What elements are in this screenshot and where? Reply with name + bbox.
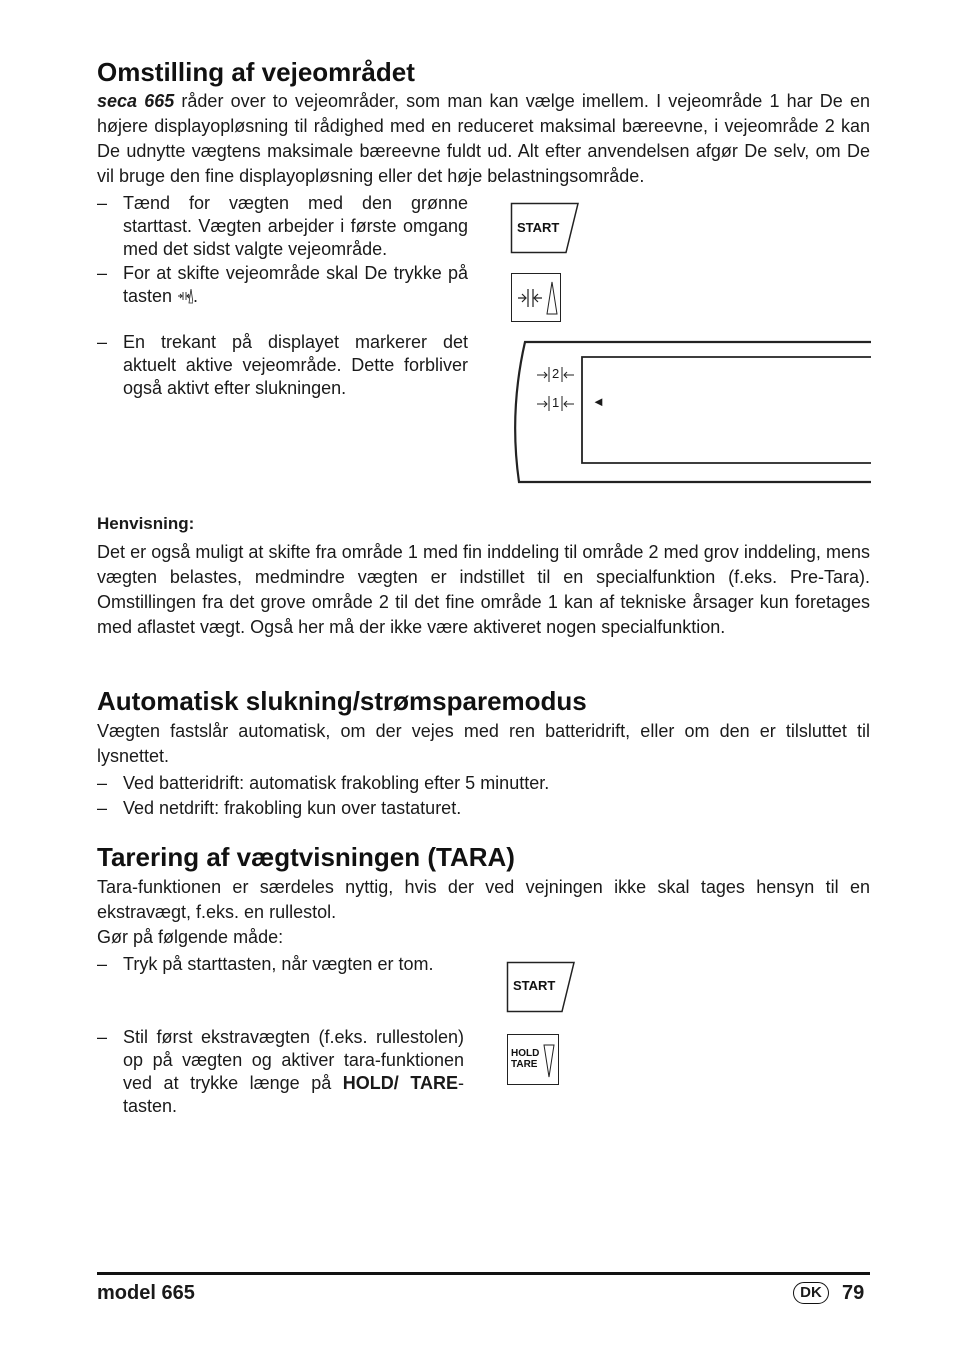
country-badge: DK [793, 1282, 829, 1304]
auto-bullet-2-text: Ved netdrift: frakobling kun over tastaturet. [123, 798, 462, 818]
auto-intro: Vægten fastslår automatisk, om der vejes med ren batteridrift, eller om den er tilsluttet til lysnettet. [97, 721, 870, 766]
tara-intro: Tara-funktionen er særdeles nyttig, hvis der ved vejningen ikke skal tages hensyn til en ekstravægt, f.eks. en rullestol. [97, 877, 870, 922]
auto-bullet-1-text: Ved batteridrift: automatisk frakobling efter 5 minutter. [123, 773, 550, 793]
tara-step-2-text: Stil først ekstravægten (f.eks. rullestolen) op på vægten og aktiver tara-funktionen ved at trykke længe på HOLD/ TARE-tasten. [123, 1027, 464, 1116]
start-key-label: START [517, 220, 560, 235]
start-key [510, 202, 580, 254]
omstilling-step-3-text: En trekant på displayet markerer det aktuelt aktive vejeområde. Dette forbliver også aktivt efter slukningen. [123, 332, 468, 398]
note-text: Det er også muligt at skifte fra område 1 med fin inddeling til område 2 med grov inddeling, mens vægten belastes, medmindre vægten er indstillet til en specialfunktion (f.eks. Pre-Tara). Omstillingen fra det grove område 2 til det fine område 1 kan af tekniske årsager kun foretages med aflastet vægt. Også her må der ikke være aktiveret nogen specialfunktion. [97, 542, 870, 637]
footer-rule [97, 1272, 870, 1275]
tara-start-key-label: START [513, 978, 556, 993]
range-switch-icon [177, 288, 193, 304]
tara-step-2: – Stil først ekstravægten (f.eks. rullestolen) op på vægten og aktiver tara-funktionen ved at trykke længe på HOLD/ TARE-tasten. [97, 1027, 464, 1116]
model-name: seca 665 [97, 91, 175, 111]
section-heading-auto: Automatisk slukning/strømsparemodus [97, 686, 587, 716]
range-switch-key [511, 273, 561, 322]
note-label: Henvisning: [97, 514, 195, 533]
omstilling-step-3: – En trekant på displayet markerer det aktuelt aktive vejeområde. Dette forbliver også aktivt efter slukningen. [97, 332, 468, 398]
active-range-marker: ◄ [592, 394, 605, 409]
display-range-1: 1 [552, 395, 560, 410]
section-heading-tara: Tarering af vægtvisningen (TARA) [97, 842, 515, 872]
tara-start-key [506, 961, 576, 1013]
range-switch-key-icon [512, 274, 560, 321]
footer-model: model 665 [97, 1282, 195, 1304]
tara-step-1: – Tryk på starttasten, når vægten er tom. [97, 953, 468, 976]
omstilling-step-1-text: Tænd for vægten med den grønne starttast. Vægten arbejder i første omgang med det sidst valgte vejeområde. [123, 193, 468, 259]
tare-triangle-icon [508, 1035, 558, 1084]
display-range-2: 2 [552, 366, 560, 381]
auto-bullet-2: – Ved netdrift: frakobling kun over tastaturet. [97, 797, 870, 820]
tara-step-1-text: Tryk på starttasten, når vægten er tom. [123, 954, 434, 974]
section-heading-omstilling: Omstilling af vejeområdet [97, 57, 415, 87]
omstilling-intro-text: råder over to vejeområder, som man kan vælge imellem. I vejeområde 1 har De en højere displayopløsning til rådighed med en reduceret maksimal bæreevne, i vejeområde 2 kan De udnytte vægtens maksimale bæreevne fuldt ud. Alt efter anvendelsen afgør De selv, om De vil bruge den fine displayopløsning eller det høje belastningsområde. [97, 91, 870, 186]
hold-tare-key [507, 1034, 559, 1085]
omstilling-intro [97, 89, 870, 189]
hold-tare-key-line-1: HOLD [511, 1048, 540, 1059]
omstilling-step-2-text: For at skifte vejeområde skal De trykke på tasten . [123, 263, 468, 306]
hold-tare-key-line-2: TARE [511, 1059, 538, 1070]
omstilling-step-1: – Tænd for vægten med den grønne starttast. Vægten arbejder i første omgang med det sidst valgte vejeområde. [97, 193, 468, 259]
auto-bullet-1: – Ved batteridrift: automatisk frakobling efter 5 minutter. [97, 772, 870, 795]
omstilling-step-2: – For at skifte vejeområde skal De trykke på tasten . [97, 263, 468, 306]
page-number: 79 [842, 1282, 865, 1304]
tara-intro-2: Gør på følgende måde: [97, 927, 284, 947]
scale-display [505, 338, 875, 486]
